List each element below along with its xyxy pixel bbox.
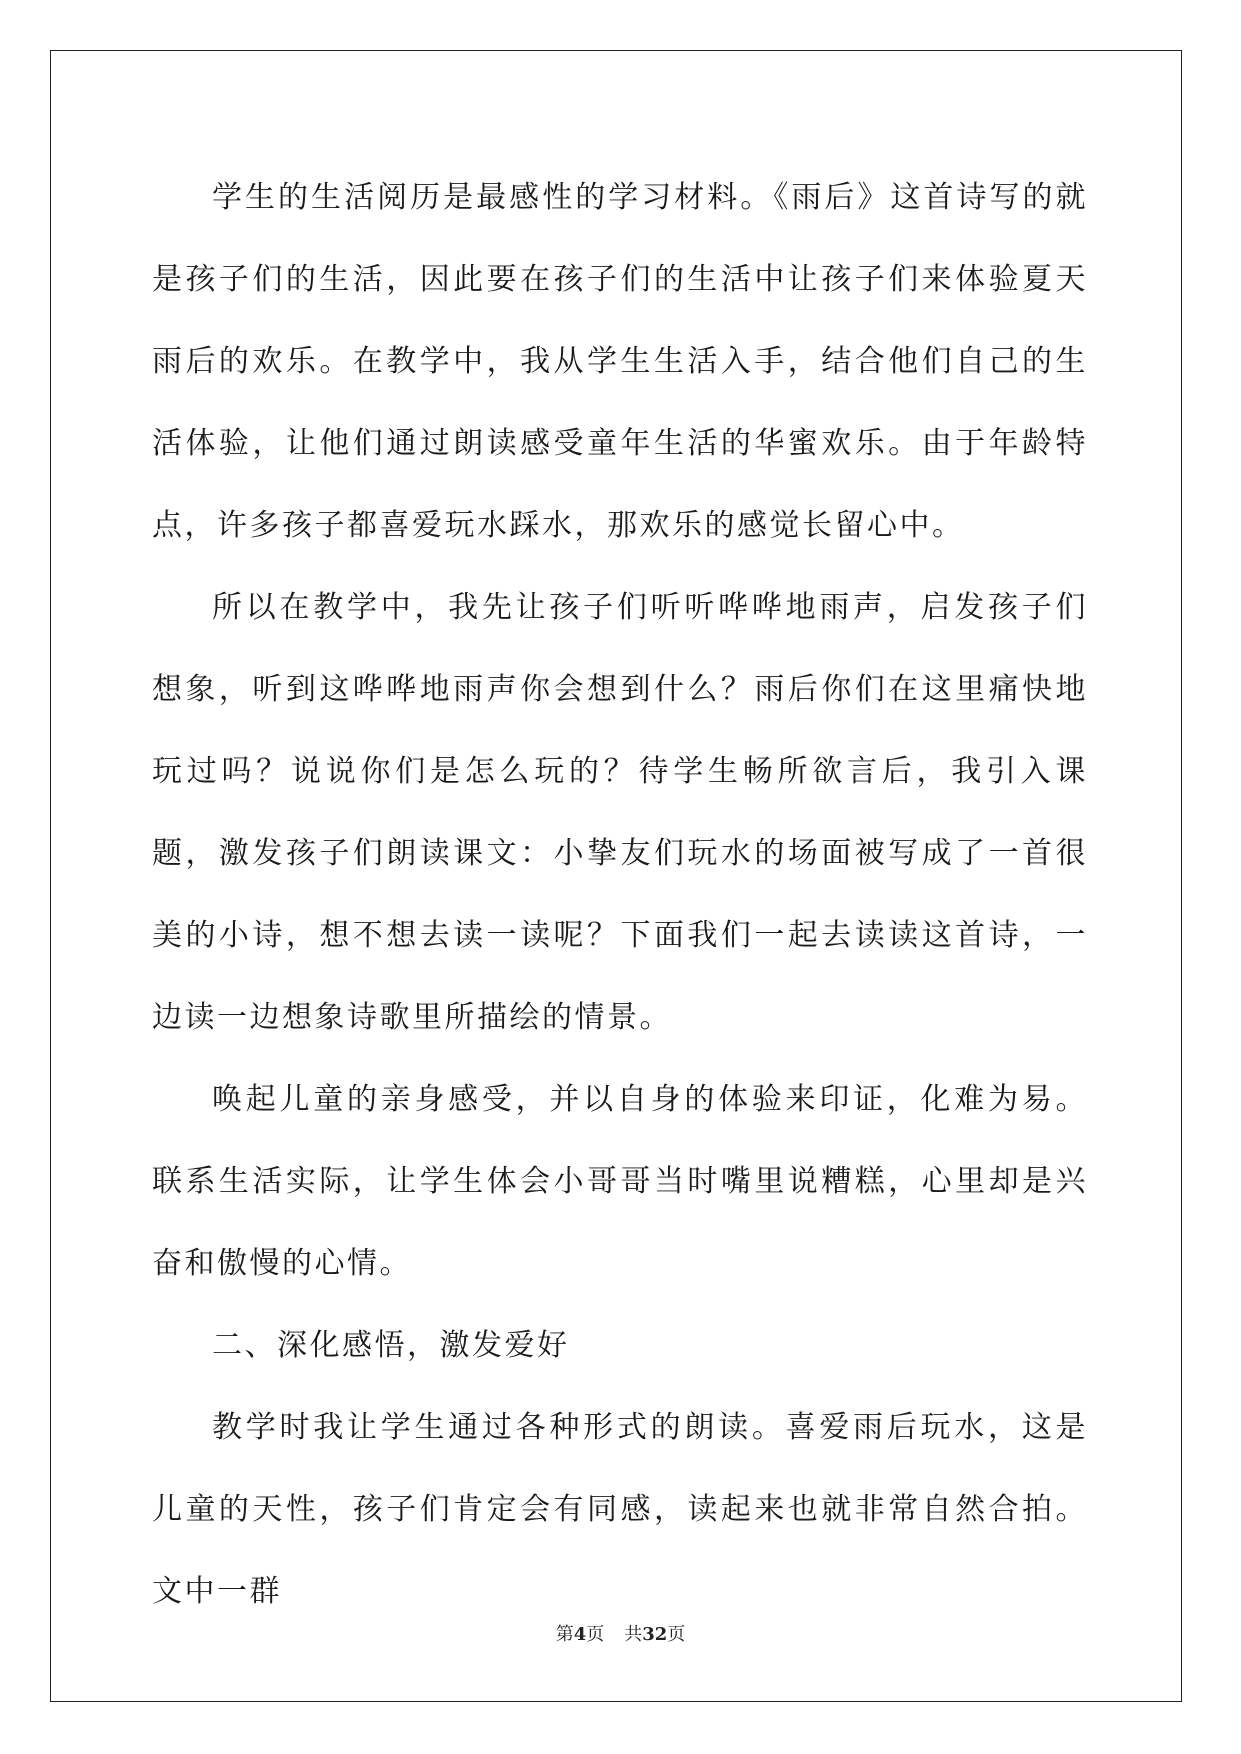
page-suffix: 页 [586,1624,605,1645]
paragraph-3: 唤起儿童的亲身感受，并以自身的体验来印证，化难为易。联系生活实际，让学生体会小哥哥当时嘴里说糟糕，心里却是兴奋和傲慢的心情。 [152,1082,1088,1281]
page-footer [0,1620,1241,1646]
section-heading: 二、深化感悟，激发爱好 [212,1328,570,1363]
total-prefix: 共 [624,1624,643,1645]
page-number: 4 [573,1624,587,1645]
paragraph-4: 教学时我让学生通过各种形式的朗读。喜爱雨后玩水，这是儿童的天性，孩子们肯定会有同感，读起来也就非常自然合拍。文中一群 [152,1410,1088,1609]
total-suffix: 页 [667,1624,686,1645]
document-body [152,157,1088,1633]
paragraph-2: 所以在教学中，我先让孩子们听听哗哗地雨声，启发孩子们想象，听到这哗哗地雨声你会想到什么？雨后你们在这里痛快地玩过吗？说说你们是怎么玩的？待学生畅所欲言后，我引入课题，激发孩子们朗读课文：小挚友们玩水的场面被写成了一首很美的小诗，想不想去读一读呢？下面我们一起去读读这首诗，一边读一边想象诗歌里所描绘的情景。 [152,590,1088,1035]
paragraph-1: 学生的生活阅历是最感性的学习材料。《雨后》这首诗写的就是孩子们的生活，因此要在孩子们的生活中让孩子们来体验夏天雨后的欢乐。在教学中，我从学生生活入手，结合他们自己的生活体验，让他们通过朗读感受童年生活的华蜜欢乐。由于年龄特点，许多孩子都喜爱玩水踩水，那欢乐的感觉长留心中。 [152,180,1088,543]
total-pages: 32 [642,1624,668,1645]
page-prefix: 第 [555,1624,574,1645]
